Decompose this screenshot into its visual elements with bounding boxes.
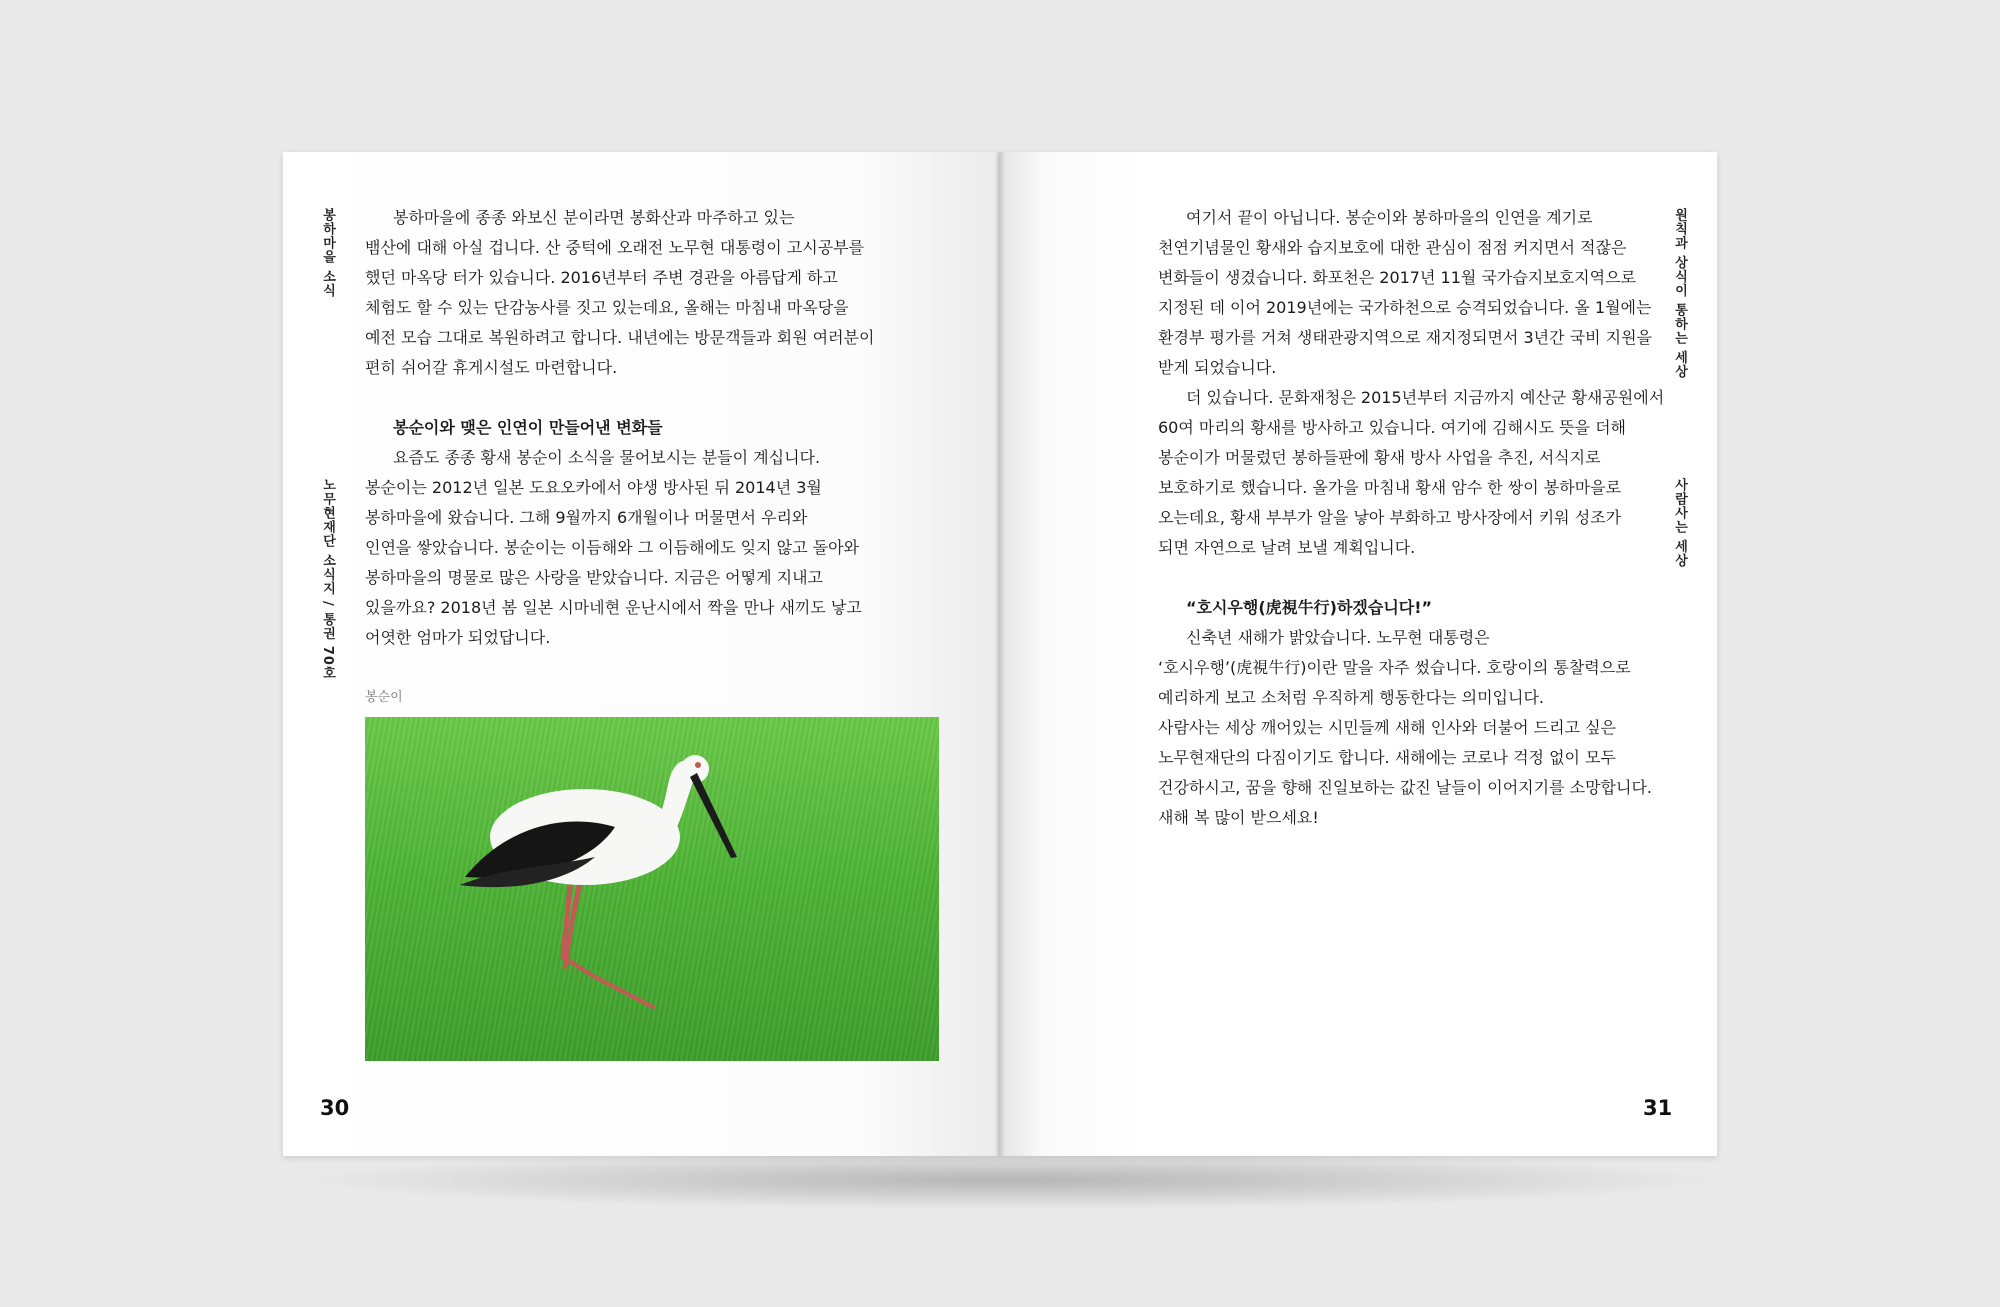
left-body bbox=[365, 203, 874, 653]
text-line: 천연기념물인 황새와 습지보호에 대한 관심이 점점 커지면서 적잖은 bbox=[1158, 238, 1627, 257]
text-line: 봉하마을의 명물로 많은 사랑을 받았습니다. 지금은 어떻게 지내고 bbox=[365, 568, 824, 587]
text-line: ‘호시우행’(虎視牛行)이란 말을 자주 썼습니다. 호랑이의 통찰력으로 bbox=[1158, 658, 1631, 677]
text-line: 신축년 새해가 밝았습니다. 노무현 대통령은 bbox=[1186, 628, 1490, 647]
text-line: 봉하마을에 왔습니다. 그해 9월까지 6개월이나 머물면서 우리와 bbox=[365, 508, 808, 527]
right-body bbox=[1158, 203, 1664, 833]
book-shadow bbox=[300, 1150, 1720, 1210]
text-line: 봉순이가 머물렀던 봉하들판에 황새 방사 사업을 추진, 서식지로 bbox=[1158, 448, 1601, 467]
text-line: 되면 자연으로 날려 보낼 계획입니다. bbox=[1158, 538, 1416, 557]
text-line: 건강하시고, 꿈을 향해 진일보하는 값진 날들이 이어지기를 소망합니다. bbox=[1158, 778, 1652, 797]
text-line: 변화들이 생겼습니다. 화포천은 2017년 11월 국가습지보호지역으로 bbox=[1158, 268, 1636, 287]
text-line: 오는데요, 황새 부부가 알을 낳아 부화하고 방사장에서 키워 성조가 bbox=[1158, 508, 1622, 527]
text-line: 인연을 쌓았습니다. 봉순이는 이듬해와 그 이듬해에도 잊지 않고 돌아와 bbox=[365, 538, 859, 557]
text-line: 받게 되었습니다. bbox=[1158, 358, 1277, 377]
text-line: 요즘도 종종 황새 봉순이 소식을 물어보시는 분들이 계십니다. bbox=[393, 448, 821, 467]
text-line: 했던 마옥당 터가 있습니다. 2016년부터 주변 경관을 아름답게 하고 bbox=[365, 268, 838, 287]
text-line: 사람사는 세상 깨어있는 시민들께 새해 인사와 더불어 드리고 싶은 bbox=[1158, 718, 1617, 737]
right-side-label-bottom: 사람사는 세상 bbox=[1672, 478, 1687, 568]
text-line: 어엿한 엄마가 되었답니다. bbox=[365, 628, 551, 647]
text-line: 예리하게 보고 소처럼 우직하게 행동한다는 의미입니다. bbox=[1158, 688, 1545, 707]
text-line: 지정된 데 이어 2019년에는 국가하천으로 승격되었습니다. 올 1월에는 bbox=[1158, 298, 1652, 317]
section-heading: “호시우행(虎視牛行)하겠습니다!” bbox=[1186, 598, 1433, 617]
text-line: 보호하기로 했습니다. 올가을 마침내 황새 암수 한 쌍이 봉하마을로 bbox=[1158, 478, 1622, 497]
text-line: 편히 쉬어갈 휴게시설도 마련합니다. bbox=[365, 358, 618, 377]
right-side-label-top: 원칙과 상식이 통하는 세상 bbox=[1672, 208, 1687, 379]
text-line: 있을까요? 2018년 봄 일본 시마네현 운난시에서 짝을 만나 새끼도 낳고 bbox=[365, 598, 862, 617]
text-line: 환경부 평가를 거쳐 생태관광지역으로 재지정되면서 3년간 국비 지원을 bbox=[1158, 328, 1653, 347]
book-spine bbox=[996, 152, 1004, 1156]
text-line: 여기서 끝이 아닙니다. 봉순이와 봉하마을의 인연을 계기로 bbox=[1186, 208, 1593, 227]
text-line: 봉순이는 2012년 일본 도요오카에서 야생 방사된 뒤 2014년 3월 bbox=[365, 478, 822, 497]
text-line: 예전 모습 그대로 복원하려고 합니다. 내년에는 방문객들과 회원 여러분이 bbox=[365, 328, 875, 347]
section-heading: 봉순이와 맺은 인연이 만들어낸 변화들 bbox=[393, 418, 663, 437]
text-line: 봉하마을에 종종 와보신 분이라면 봉화산과 마주하고 있는 bbox=[393, 208, 795, 227]
text-line: 뱀산에 대해 아실 겁니다. 산 중턱에 오래전 노무현 대통령이 고시공부를 bbox=[365, 238, 865, 257]
page-number-right: 31 bbox=[1643, 1096, 1673, 1120]
left-side-label-bottom: 노무현재단 소식지 / 통권 70호 bbox=[320, 478, 335, 680]
photo-caption: 봉순이 bbox=[365, 690, 403, 705]
left-side-label-top: 봉하마을 소식 bbox=[320, 208, 335, 298]
text-line: 노무현재단의 다짐이기도 합니다. 새해에는 코로나 걱정 없이 모두 bbox=[1158, 748, 1617, 767]
text-line: 새해 복 많이 받으세요! bbox=[1158, 808, 1319, 827]
text-line: 체험도 할 수 있는 단감농사를 짓고 있는데요, 올해는 마침내 마옥당을 bbox=[365, 298, 849, 317]
stork-photo bbox=[365, 717, 939, 1061]
text-line: 60여 마리의 황새를 방사하고 있습니다. 여기에 김해시도 뜻을 더해 bbox=[1158, 418, 1626, 437]
page-number-left: 30 bbox=[320, 1096, 350, 1120]
stork-illustration bbox=[365, 717, 939, 1061]
text-line: 더 있습니다. 문화재청은 2015년부터 지금까지 예산군 황새공원에서 bbox=[1186, 388, 1665, 407]
